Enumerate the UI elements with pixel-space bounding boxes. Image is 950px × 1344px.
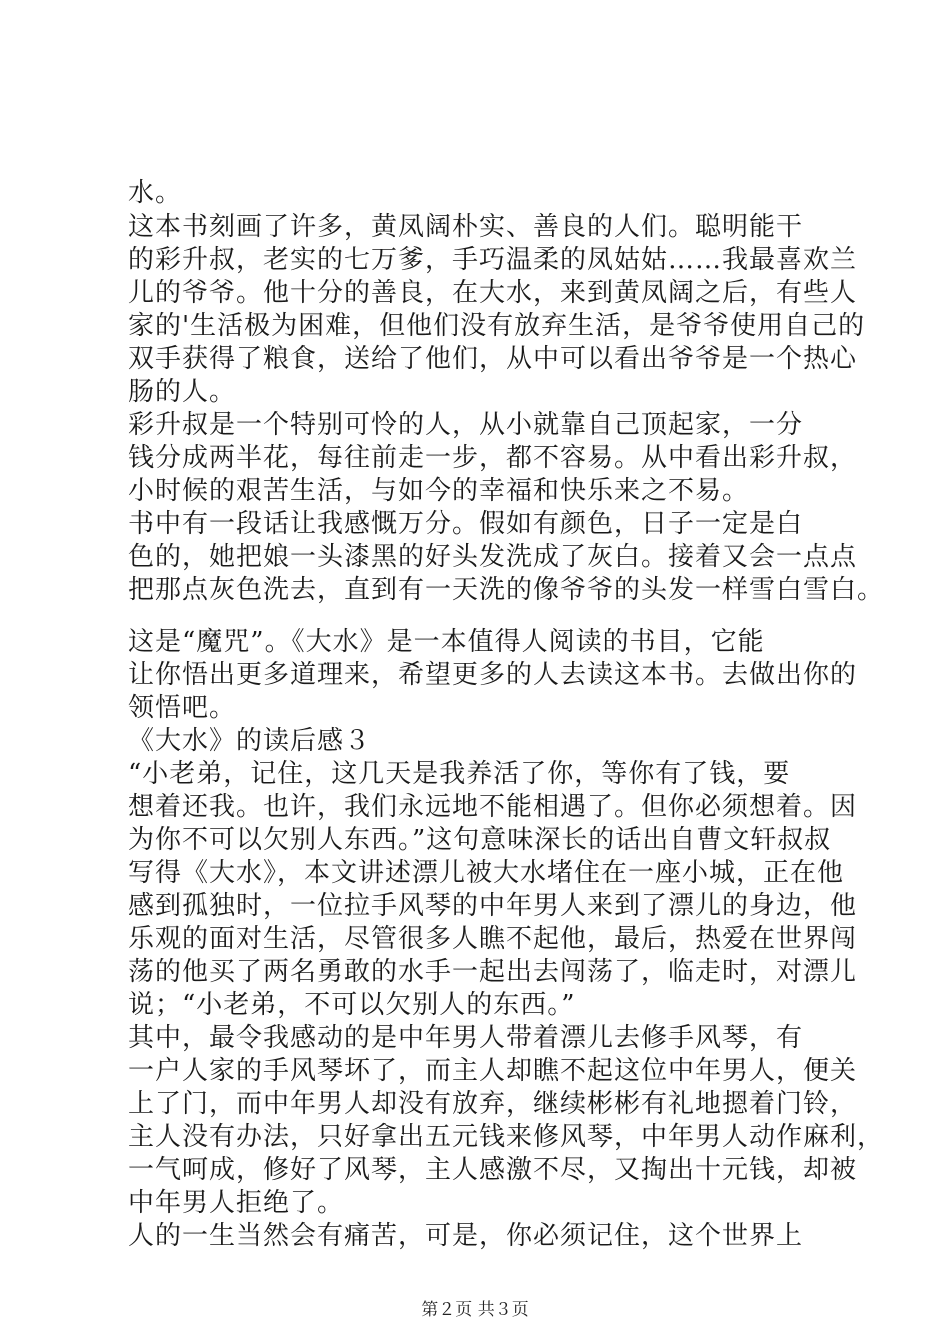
text-line: 写得《大水》，本文讲述漂儿被大水堵住在一座小城，正在他 [128, 858, 845, 888]
text-line: 彩升叔是一个特别可怜的人，从小就靠自己顶起家，一分 [128, 410, 804, 440]
text-line: 说；“小老弟，不可以欠别人的东西。” [128, 990, 576, 1020]
text-line: 双手获得了粮食，送给了他们，从中可以看出爷爷是一个热心 [128, 344, 858, 374]
text-line: 感到孤独时，一位拉手风琴的中年男人来到了漂儿的身边，他 [128, 891, 858, 921]
page-number: 第２页 共３页 [421, 1300, 529, 1320]
text-line: 儿的爷爷。他十分的善良，在大水，来到黄凤阔之后，有些人 [128, 278, 858, 308]
text-line: 色的，她把娘一头漆黑的好头发洗成了灰白。接着又会一点点 [128, 542, 858, 572]
text-line: 的彩升叔，老实的七万爹，手巧温柔的凤姑姑……我最喜欢兰 [128, 245, 858, 275]
text-line: 小时候的艰苦生活，与如今的幸福和快乐来之不易。 [128, 476, 750, 506]
text-line: 其中，最令我感动的是中年男人带着漂儿去修手风琴，有 [128, 1023, 804, 1053]
text-line: 想着还我。也许，我们永远地不能相遇了。但你必须想着。因 [128, 792, 858, 822]
text-line: 上了门，而中年男人却没有放弃，继续彬彬有礼地摁着门铃， [128, 1089, 858, 1119]
text-line: 书中有一段话让我感慨万分。假如有颜色，日子一定是白 [128, 509, 804, 539]
text-line: 中年男人拒绝了。 [128, 1188, 345, 1218]
text-line: 领悟吧。 [128, 693, 237, 723]
text-line: 乐观的面对生活，尽管很多人瞧不起他，最后，热爱在世界闯 [128, 924, 858, 954]
text-line: 《大水》的读后感３ [128, 726, 372, 756]
text-line: 一户人家的手风琴坏了，而主人却瞧不起这位中年男人，便关 [128, 1056, 858, 1086]
text-line: 肠的人。 [128, 377, 237, 407]
text-line: 为你不可以欠别人东西。”这句意味深长的话出自曹文轩叔叔 [128, 825, 832, 855]
text-line: 荡的他买了两名勇敢的水手一起出去闯荡了，临走时，对漂儿 [128, 957, 858, 987]
text-line: 钱分成两半花，每往前走一步，都不容易。从中看出彩升叔， [128, 443, 858, 473]
text-line: 一气呵成，修好了风琴，主人感激不尽，又掏出十元钱，却被 [128, 1155, 858, 1185]
text-line: 人的一生当然会有痛苦，可是，你必须记住，这个世界上 [128, 1221, 804, 1251]
text-line: 把那点灰色洗去，直到有一天洗的像爷爷的头发一样雪白雪白。 [128, 575, 885, 605]
text-line: “小老弟，记住，这几天是我养活了你，等你有了钱，要 [128, 759, 791, 789]
text-line: 让你悟出更多道理来，希望更多的人去读这本书。去做出你的 [128, 660, 858, 690]
text-line: 水。 [128, 178, 183, 208]
text-line: 这本书刻画了许多，黄凤阔朴实、善良的人们。聪明能干 [128, 212, 804, 242]
text-line: 家的'生活极为困难，但他们没有放弃生活，是爷爷使用自己的 [128, 311, 866, 341]
text-line: 这是“魔咒”。《大水》是一本值得人阅读的书目，它能 [128, 627, 765, 657]
text-line: 主人没有办法，只好拿出五元钱来修风琴，中年男人动作麻利， [128, 1122, 885, 1152]
